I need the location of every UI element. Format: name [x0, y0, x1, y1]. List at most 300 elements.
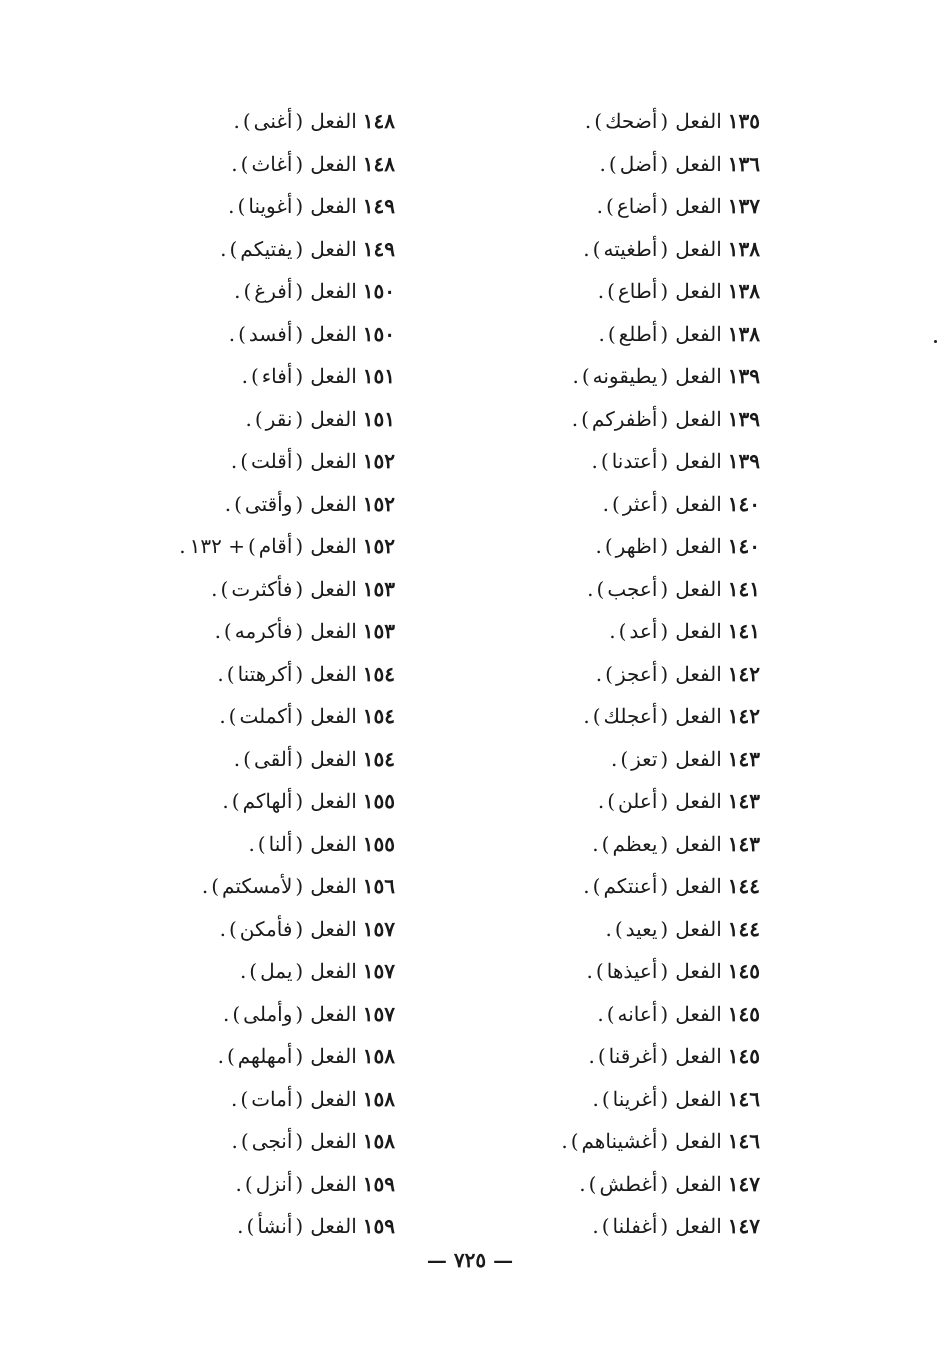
paren-open: ( [295, 449, 304, 473]
entry-term: أظفركم [591, 406, 658, 431]
entry-term: أكملت [239, 704, 293, 728]
entry-term: أفرغ [254, 279, 293, 303]
entry-label: الفعل [675, 321, 722, 346]
entry-term: ألقى [253, 746, 293, 771]
entry-period: . [596, 194, 603, 218]
entry-label: الفعل [675, 279, 722, 303]
paren-open: ( [295, 704, 304, 728]
paren-close: ) [250, 364, 259, 388]
paren-open: ( [295, 491, 304, 516]
paren-close: ) [229, 236, 238, 261]
paren-close: ) [240, 1129, 249, 1153]
entry-term: أطاع [617, 279, 658, 303]
entry-period: . [579, 1171, 586, 1196]
entry-period: . [219, 704, 226, 728]
entry-period: . [583, 704, 590, 728]
paren-open: ( [660, 704, 669, 728]
paren-open: ( [295, 619, 304, 643]
paren-close: ) [606, 194, 614, 218]
index-entry [500, 865, 760, 908]
entry-label: الفعل [310, 1171, 357, 1196]
entry-term: أعنتكم [603, 874, 658, 898]
paren-open: ( [295, 364, 304, 388]
paren-open: ( [660, 279, 669, 303]
entry-period: . [217, 1044, 224, 1068]
index-entry [125, 653, 395, 696]
entry-label: الفعل [310, 704, 357, 728]
paren-close: ) [232, 1001, 241, 1026]
index-entry [500, 568, 760, 611]
entry-label: الفعل [675, 406, 722, 431]
index-entry [500, 1035, 760, 1078]
entry-label: الفعل [675, 576, 722, 601]
index-entry [125, 228, 395, 271]
paren-close: ) [240, 151, 249, 176]
entry-period: . [592, 831, 599, 856]
entry-term: أطلع [618, 321, 658, 346]
index-entry [125, 143, 395, 186]
page-number: — ٧٢٥ — [426, 1248, 514, 1272]
entry-number: ١٤٣ [727, 746, 760, 771]
entry-label: الفعل [675, 1129, 722, 1153]
paren-open: ( [295, 831, 304, 856]
paren-close: ) [226, 661, 235, 686]
index-entry [500, 653, 760, 696]
entry-term: أعجلك [603, 704, 658, 728]
paren-open: ( [660, 406, 669, 431]
paren-close: ) [240, 449, 248, 473]
entry-number: ١٤٤ [727, 916, 760, 941]
entry-period: . [588, 1044, 595, 1068]
entry-label: الفعل [310, 194, 357, 218]
index-entry [500, 1163, 760, 1206]
paren-close: ) [607, 789, 616, 813]
paren-close: ) [596, 576, 605, 601]
entry-period: . [239, 959, 247, 983]
entry-term: أفسد [248, 321, 293, 346]
entry-label: الفعل [675, 1044, 722, 1068]
index-entry [125, 313, 395, 356]
entry-term: يعظم [612, 831, 658, 856]
paren-open: ( [295, 321, 304, 346]
entry-term: أغنى [253, 109, 293, 133]
entry-term: فأكثرت [231, 576, 293, 601]
entry-period: . [571, 406, 579, 431]
entry-number: ١٥٢ [362, 449, 395, 473]
entry-number: ١٥٤ [362, 704, 395, 728]
entry-term: ألهاكم [242, 789, 293, 813]
entry-label: الفعل [675, 364, 722, 388]
paren-open: ( [295, 1001, 304, 1026]
index-entry [125, 568, 395, 611]
index-entry [125, 185, 395, 228]
paren-open: ( [660, 194, 669, 218]
entry-period: . [609, 619, 616, 643]
index-entry [500, 100, 760, 143]
entry-number: ١٤٠ [727, 491, 760, 516]
entry-number: ١٤٩ [362, 194, 395, 218]
entry-number: ١٥٠ [362, 279, 395, 303]
entry-number: ١٤٣ [727, 789, 760, 813]
paren-open: ( [660, 789, 669, 813]
entry-label: الفعل [310, 874, 357, 898]
paren-open: ( [660, 831, 669, 856]
entry-number: ١٤١ [727, 576, 760, 601]
paren-close: ) [592, 704, 601, 728]
paren-close: ) [607, 279, 615, 303]
index-entry [500, 610, 760, 653]
paren-open: ( [660, 746, 669, 771]
paren-close: ) [612, 491, 620, 516]
entry-number: ١٥١ [362, 364, 395, 388]
entry-number: ١٤٢ [727, 661, 760, 686]
entry-number: ١٥٣ [362, 576, 395, 601]
entry-number: ١٣٨ [727, 236, 760, 261]
entry-number: ١٥٢ [362, 534, 395, 558]
index-entry [125, 100, 395, 143]
paren-open: ( [295, 406, 304, 431]
entry-number: ١٤٢ [727, 704, 760, 728]
paren-close: ) [228, 704, 237, 728]
paren-open: ( [295, 279, 304, 303]
entry-number: ١٥٠ [362, 321, 395, 346]
entry-number: ١٥٤ [362, 746, 395, 771]
entry-label: الفعل [675, 491, 722, 516]
entry-number: ١٣٨ [727, 321, 760, 346]
entry-label: الفعل [310, 1001, 357, 1026]
entry-number: ١٥٣ [362, 619, 395, 643]
paren-open: ( [295, 194, 304, 218]
entry-period: . [231, 1086, 238, 1111]
index-entry [125, 1205, 395, 1248]
entry-term: يمل [260, 959, 293, 983]
paren-close: ) [228, 916, 237, 941]
paren-close: ) [601, 831, 610, 856]
entry-period: . [597, 1001, 604, 1026]
entry-extra: + ١٣٢ [189, 534, 245, 558]
paren-close: ) [244, 1171, 253, 1196]
entry-period: . [599, 151, 606, 176]
entry-term: أغاث [251, 151, 293, 176]
index-entry [125, 695, 395, 738]
entry-label: الفعل [310, 1129, 357, 1153]
paren-close: ) [604, 534, 613, 558]
entry-label: الفعل [310, 576, 357, 601]
index-entry [125, 1035, 395, 1078]
index-entry [125, 483, 395, 526]
entry-number: ١٤٨ [362, 109, 395, 133]
entry-period: . [248, 831, 255, 856]
entry-period: . [234, 279, 241, 303]
entry-label: الفعل [675, 449, 722, 473]
paren-close: ) [237, 194, 246, 218]
paren-close: ) [601, 1214, 610, 1238]
index-entry [500, 143, 760, 186]
paren-open: ( [660, 236, 669, 261]
paren-open: ( [295, 1129, 304, 1153]
entry-label: الفعل [675, 959, 722, 983]
entry-period: . [235, 1171, 242, 1196]
index-entry [500, 1078, 760, 1121]
paren-close: ) [601, 1086, 610, 1111]
entry-term: أعجز [615, 661, 658, 686]
index-entry [125, 993, 395, 1036]
entry-number: ١٣٥ [727, 109, 760, 133]
entry-label: الفعل [310, 789, 357, 813]
paren-open: ( [660, 1214, 669, 1238]
index-entry [125, 525, 395, 568]
paren-close: ) [597, 1044, 606, 1068]
entry-label: الفعل [310, 364, 357, 388]
entry-number: ١٥٤ [362, 661, 395, 686]
entry-number: ١٤٣ [727, 831, 760, 856]
paren-open: ( [660, 576, 669, 601]
paren-open: ( [295, 789, 304, 813]
entry-term: أعيذها [606, 959, 658, 983]
entry-term: أعتدنا [611, 449, 658, 473]
paren-open: ( [660, 109, 669, 133]
entry-label: الفعل [310, 279, 357, 303]
entry-term: ألنا [268, 831, 293, 856]
entry-period: . [610, 746, 618, 771]
entry-term: أغرقنا [608, 1044, 658, 1068]
entry-term: أغطش [599, 1171, 658, 1196]
entry-period: . [597, 789, 605, 813]
entry-number: ١٥٧ [362, 959, 395, 983]
entry-period: . [584, 109, 592, 133]
index-entry [125, 355, 395, 398]
index-entry [500, 950, 760, 993]
entry-label: الفعل [675, 151, 722, 176]
entry-period: . [179, 534, 186, 558]
entry-label: الفعل [675, 1001, 722, 1026]
entry-label: الفعل [310, 151, 357, 176]
entry-term: فأمكن [239, 916, 293, 941]
entry-number: ١٤١ [727, 619, 760, 643]
entry-number: ١٣٧ [727, 194, 760, 218]
entry-term: أنجى [251, 1129, 293, 1153]
index-entry [500, 185, 760, 228]
index-entry [125, 950, 395, 993]
entry-term: أنشأ [257, 1214, 293, 1238]
entry-number: ١٤٦ [727, 1129, 760, 1153]
entry-period: . [592, 1214, 599, 1238]
paren-open: ( [295, 576, 304, 601]
entry-number: ١٥٧ [362, 916, 395, 941]
entry-period: . [602, 491, 610, 516]
index-entry [125, 1163, 395, 1206]
paren-open: ( [660, 916, 669, 941]
entry-number: ١٥٥ [362, 831, 395, 856]
entry-period: . [591, 449, 598, 473]
paren-close: ) [614, 916, 623, 941]
paren-open: ( [295, 1086, 304, 1111]
index-entry [500, 228, 760, 271]
entry-label: الفعل [310, 661, 357, 686]
paren-open: ( [295, 109, 304, 133]
entry-term: أغرينا [612, 1086, 658, 1111]
entry-period: . [241, 364, 248, 388]
entry-period: . [231, 151, 238, 176]
entry-term: وأملى [243, 1001, 293, 1026]
entry-number: ١٣٩ [727, 406, 760, 431]
paren-close: ) [600, 449, 609, 473]
entry-label: الفعل [310, 831, 357, 856]
paren-close: ) [595, 959, 604, 983]
paren-close: ) [242, 109, 251, 133]
paren-close: ) [243, 279, 252, 303]
entry-period: . [586, 959, 593, 983]
paren-close: ) [240, 1086, 249, 1111]
entry-label: الفعل [310, 619, 357, 643]
paren-open: ( [295, 1214, 304, 1238]
entry-period: . [595, 661, 603, 686]
paren-close: ) [570, 1129, 579, 1153]
entry-number: ١٥٦ [362, 874, 395, 898]
entry-term: اظهر [615, 534, 658, 558]
index-entry [500, 355, 760, 398]
entry-number: ١٤٥ [727, 1044, 760, 1068]
entry-number: ١٤٦ [727, 1086, 760, 1111]
paren-open: ( [295, 1171, 304, 1196]
paren-close: ) [607, 321, 616, 346]
paren-close: ) [254, 406, 263, 431]
entry-label: الفعل [675, 236, 722, 261]
paren-open: ( [660, 449, 669, 473]
entry-number: ١٥٨ [362, 1129, 395, 1153]
paren-open: ( [295, 746, 304, 771]
entry-term: فأكرمه [234, 619, 293, 643]
entry-period: . [223, 1001, 230, 1026]
entry-term: تعز [631, 746, 658, 771]
paren-open: ( [660, 1171, 669, 1196]
paren-open: ( [660, 1001, 669, 1026]
entry-number: ١٣٦ [727, 151, 760, 176]
entry-label: الفعل [310, 959, 357, 983]
entry-label: الفعل [675, 746, 722, 771]
paren-close: ) [588, 1171, 597, 1196]
entry-number: ١٣٨ [727, 279, 760, 303]
entry-term: لأمسكتم [222, 874, 293, 898]
entry-term: أقام [258, 534, 293, 558]
index-entry [125, 440, 395, 483]
entry-term: أكرهتنا [237, 661, 293, 686]
entry-term: أقلت [251, 449, 293, 473]
paren-open: ( [660, 874, 669, 898]
entry-term: أضحك [605, 109, 658, 133]
paren-close: ) [234, 491, 242, 516]
entry-period: . [587, 576, 594, 601]
index-entry [500, 695, 760, 738]
entry-number: ١٤٧ [727, 1171, 760, 1196]
entry-label: الفعل [675, 534, 722, 558]
index-entry [500, 525, 760, 568]
entry-period: . [245, 406, 252, 431]
index-entry [125, 780, 395, 823]
entry-number: ١٣٩ [727, 364, 760, 388]
paren-close: ) [606, 1001, 615, 1026]
index-entry [500, 398, 760, 441]
index-column-right [500, 100, 760, 1248]
entry-term: أضاع [616, 194, 658, 218]
entry-label: الفعل [310, 449, 357, 473]
paren-close: ) [581, 406, 589, 431]
entry-label: الفعل [310, 321, 357, 346]
paren-open: ( [295, 916, 304, 941]
entry-period: . [233, 746, 241, 771]
index-entry [125, 1120, 395, 1163]
index-entry [125, 1078, 395, 1121]
paren-open: ( [660, 534, 669, 558]
paren-close: ) [249, 959, 258, 983]
entry-period: . [222, 789, 229, 813]
entry-label: الفعل [310, 491, 357, 516]
entry-number: ١٤٠ [727, 534, 760, 558]
paren-open: ( [660, 491, 669, 516]
entry-term: أفاء [261, 364, 293, 388]
paren-close: ) [211, 874, 220, 898]
entry-period: . [230, 449, 238, 473]
entry-number: ١٤٥ [727, 959, 760, 983]
index-entry [500, 1120, 760, 1163]
entry-label: الفعل [310, 746, 357, 771]
entry-label: الفعل [675, 916, 722, 941]
entry-number: ١٥٧ [362, 1001, 395, 1026]
entry-number: ١٥٢ [362, 491, 395, 516]
entry-period: . [231, 1129, 238, 1153]
index-entry [125, 610, 395, 653]
entry-label: الفعل [675, 1086, 722, 1111]
entry-number: ١٤٧ [727, 1214, 760, 1238]
paren-close: ) [220, 576, 229, 601]
entry-term: أغشيناهم [581, 1129, 658, 1153]
entry-period: . [220, 236, 227, 261]
paren-close: ) [605, 661, 613, 686]
paren-close: ) [226, 1044, 235, 1068]
entry-term: أغوينا [248, 194, 293, 218]
entry-label: الفعل [675, 619, 722, 643]
entry-label: الفعل [310, 236, 357, 261]
entry-period: . [228, 321, 236, 346]
entry-number: ١٥٩ [362, 1171, 395, 1196]
entry-term: نقر [265, 406, 293, 431]
paren-close: ) [257, 831, 266, 856]
entry-number: ١٥٨ [362, 1044, 395, 1068]
paren-open: ( [295, 959, 304, 983]
index-column-left [125, 100, 395, 1248]
entry-period: . [214, 619, 221, 643]
index-entry [500, 483, 760, 526]
index-entry [125, 823, 395, 866]
entry-term: أضل [619, 151, 658, 176]
entry-label: الفعل [675, 789, 722, 813]
paren-open: ( [295, 1044, 304, 1068]
paren-close: ) [592, 874, 601, 898]
paren-close: ) [594, 109, 603, 133]
entry-period: . [561, 1129, 568, 1153]
entry-period: . [217, 661, 224, 686]
index-entry [500, 780, 760, 823]
paren-close: ) [608, 151, 617, 176]
paren-open: ( [295, 661, 304, 686]
entry-term: يعيد [625, 916, 658, 941]
entry-number: ١٥٥ [362, 789, 395, 813]
entry-label: الفعل [310, 1044, 357, 1068]
paren-open: ( [660, 321, 669, 346]
entry-number: ١٥٩ [362, 1214, 395, 1238]
index-entry [500, 1205, 760, 1248]
paren-close: ) [243, 746, 251, 771]
